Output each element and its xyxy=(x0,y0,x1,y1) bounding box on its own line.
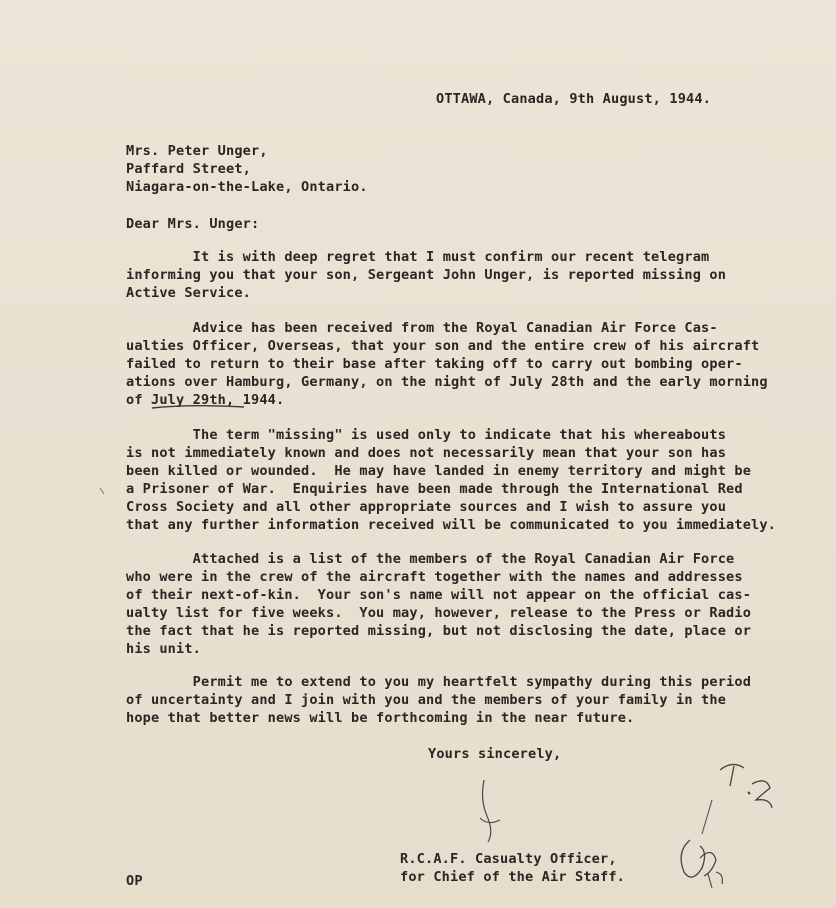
body-line: that any further information received will be communicated to you immediately. xyxy=(126,517,777,533)
closing: Yours sincerely, xyxy=(428,746,562,762)
body-line: of July 29th, 1944. xyxy=(126,392,285,408)
body-line: who were in the crew of the aircraft together with the names and addresses xyxy=(126,569,743,585)
check-line xyxy=(702,800,712,834)
body-line: Active Service. xyxy=(126,285,252,301)
reference-initials: OP xyxy=(126,873,143,889)
body-line: Attached is a list of the members of the Royal Canadian Air Force xyxy=(126,551,735,567)
body-line: Permit me to extend to you my heartfelt sympathy during this period xyxy=(126,674,752,690)
dateline: OTTAWA, Canada, 9th August, 1944. xyxy=(436,91,712,107)
body-line: failed to return to their base after taking off to carry out bombing oper- xyxy=(126,356,743,372)
salutation: Dear Mrs. Unger: xyxy=(126,216,260,232)
body-line: informing you that your son, Sergeant John Unger, is reported missing on xyxy=(126,267,727,283)
paragraph-5 xyxy=(126,673,751,727)
body-line: of uncertainty and I join with you and the members of your family in the xyxy=(126,692,727,708)
body-line: ualty list for five weeks. You may, however, release to the Press or Radio xyxy=(126,605,752,621)
signature-stroke xyxy=(483,780,491,842)
signature-title: R.C.A.F. Casualty Officer, xyxy=(400,851,617,867)
body-line: is not immediately known and does not necessarily mean that your son has xyxy=(126,445,727,461)
body-line: the fact that he is reported missing, but not disclosing the date, place or xyxy=(126,623,752,639)
body-line: ations over Hamburg, Germany, on the night of July 28th and the early morning xyxy=(126,374,768,390)
address-line: Niagara-on-the-Lake, Ontario. xyxy=(126,179,368,195)
body-line: The term "missing" is used only to indicate that his whereabouts xyxy=(126,427,727,443)
body-line: hope that better news will be forthcoming in the near future. xyxy=(126,710,635,726)
signature-title: for Chief of the Air Staff. xyxy=(400,869,626,885)
paragraph-2 xyxy=(126,319,768,409)
address-line: Paffard Street, xyxy=(126,161,252,177)
body-line: It is with deep regret that I must confirm our recent telegram xyxy=(126,249,710,265)
paragraph-1 xyxy=(126,248,726,302)
handwritten-initials-bottom xyxy=(681,840,704,877)
body-line: Cross Society and all other appropriate sources and I wish to assure you xyxy=(126,499,727,515)
address-line: Mrs. Peter Unger, xyxy=(126,143,268,159)
body-line: a Prisoner of War. Enquiries have been made through the International Red xyxy=(126,481,743,497)
paragraph-4 xyxy=(126,550,751,658)
recipient-address xyxy=(126,142,368,196)
paragraph-3 xyxy=(126,426,776,534)
body-line: Advice has been received from the Royal Canadian Air Force Cas- xyxy=(126,320,718,336)
signature-block xyxy=(400,850,625,886)
body-line: his unit. xyxy=(126,641,202,657)
body-line: ualties Officer, Overseas, that your son and the entire crew of his aircraft xyxy=(126,338,760,354)
handwritten-initials-top xyxy=(720,764,744,786)
body-line: of their next-of-kin. Your son's name will not appear on the official cas- xyxy=(126,587,752,603)
body-line: been killed or wounded. He may have landed in enemy territory and might be xyxy=(126,463,752,479)
